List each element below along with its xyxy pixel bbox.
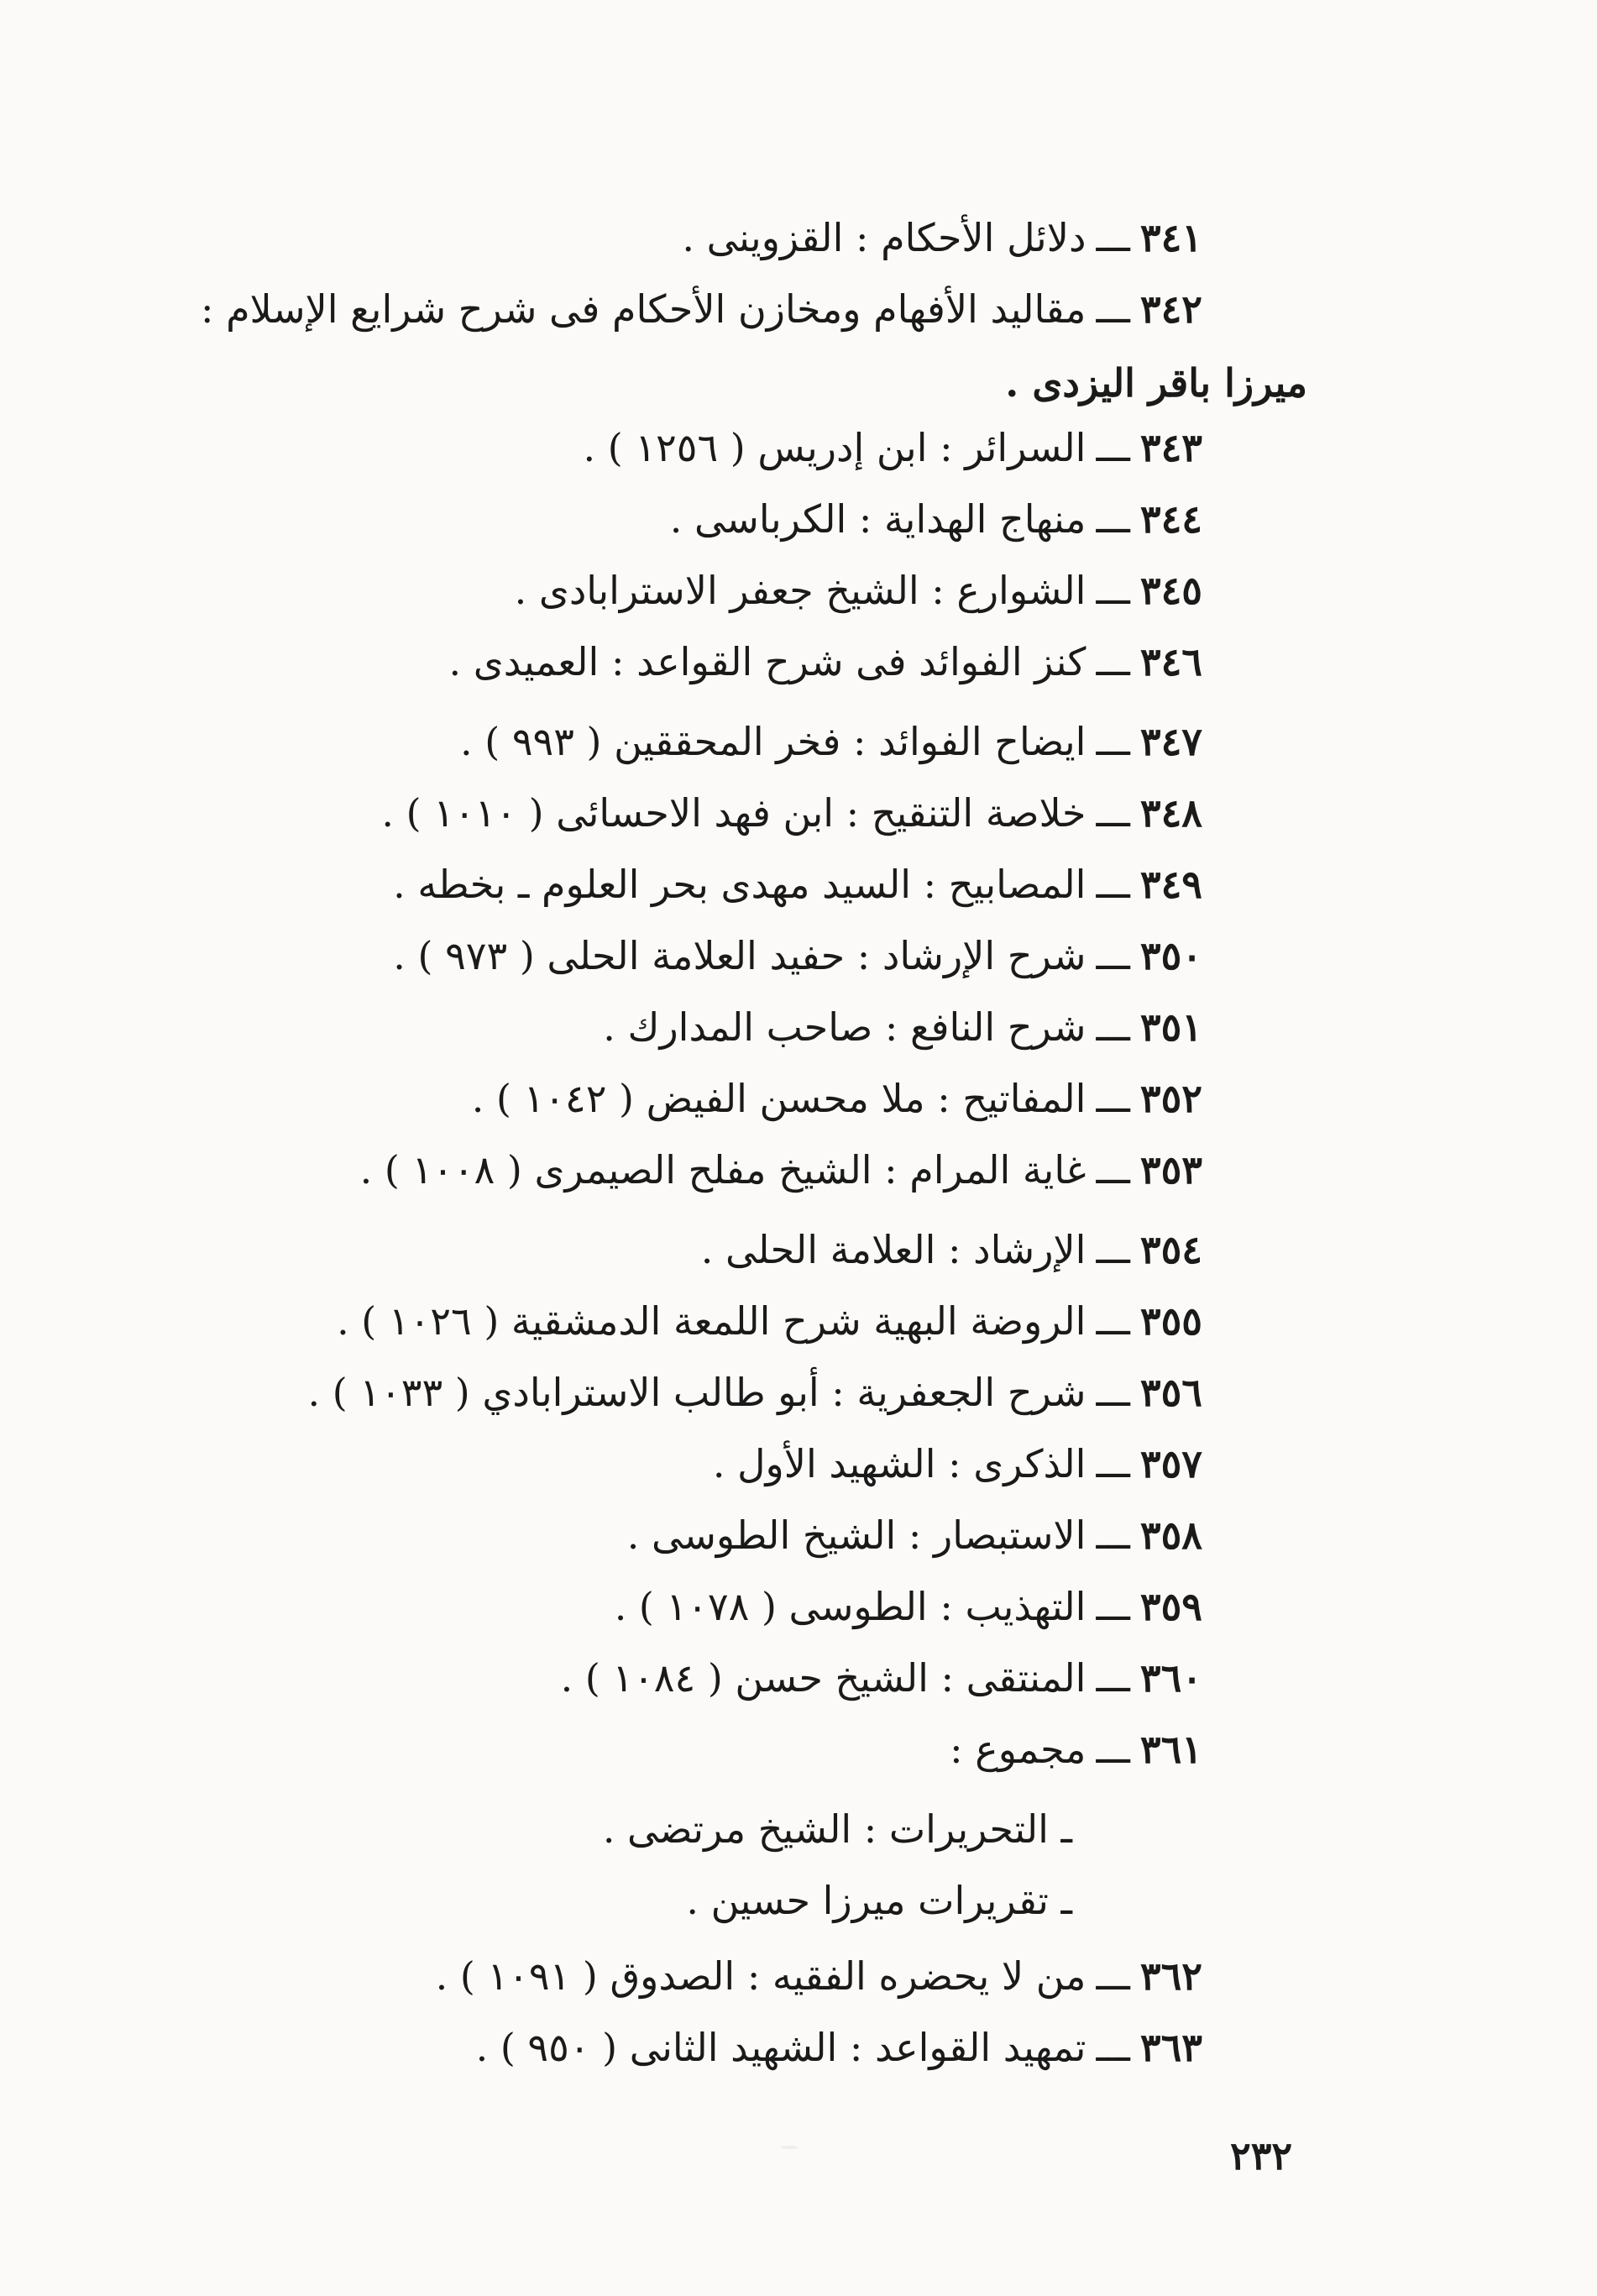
entry-number: ٣٤٧ <box>1139 719 1202 764</box>
entry-text: غاية المرام : الشيخ مفلح الصيمرى ( ١٠٠٨ ) . <box>359 1147 1086 1193</box>
entry-dash: ـــ <box>1096 1727 1130 1772</box>
entry-number: ٣٦٢ <box>1139 1953 1202 1999</box>
list-item <box>337 1297 1202 1345</box>
entry-text: الاستبصار : الشيخ الطوسى . <box>626 1512 1086 1558</box>
entry-text: الإرشاد : العلامة الحلى . <box>700 1227 1086 1272</box>
entry-text: السرائر : ابن إدريس ( ١٢٥٦ ) . <box>583 425 1086 470</box>
entry-dash: ـــ <box>1096 1370 1130 1415</box>
entry-dash: ـــ <box>1096 719 1130 764</box>
entry-dash: ـــ <box>1096 1227 1130 1272</box>
list-item <box>515 567 1202 614</box>
entry-dash: ـــ <box>1096 286 1130 332</box>
list-item <box>393 861 1202 908</box>
entry-text: الروضة البهية شرح اللمعة الدمشقية ( ١٠٢٦ ) . <box>337 1298 1086 1344</box>
entry-text: ايضاح الفوائد : فخر المحققين ( ٩٩٣ ) . <box>460 719 1086 764</box>
entry-dash: ـــ <box>1096 1076 1130 1121</box>
list-item <box>682 214 1202 261</box>
list-item <box>584 424 1202 471</box>
entry-text: شرح النافع : صاحب المدارك . <box>603 1004 1086 1050</box>
list-item <box>615 1583 1202 1630</box>
entry-dash: ـــ <box>1096 1953 1130 1999</box>
list-item <box>393 932 1202 979</box>
entry-number: ٣٤٤ <box>1139 496 1202 542</box>
list-item <box>603 1004 1202 1051</box>
entry-dash: ـــ <box>1096 2025 1130 2070</box>
entry-number: ٣٥٤ <box>1139 1227 1202 1272</box>
entry-text: تمهيد القواعد : الشهيد الثانى ( ٩٥٠ ) . <box>475 2025 1086 2070</box>
entry-number: ٣٤٥ <box>1139 568 1202 613</box>
entry-text: الذكرى : الشهيد الأول . <box>712 1441 1086 1486</box>
entry-dash: ـــ <box>1096 933 1130 978</box>
entry-text: الشوارع : الشيخ جعفر الاسترابادى . <box>514 568 1086 613</box>
entry-text: من لا يحضره الفقيه : الصدوق ( ١٠٩١ ) . <box>435 1953 1086 1999</box>
entry-number: ٣٥٢ <box>1139 1076 1202 1121</box>
entry-dash: ـــ <box>1096 1298 1130 1344</box>
entry-number: ٣٤٩ <box>1139 862 1202 907</box>
entry-dash: ـــ <box>1096 496 1130 542</box>
list-item <box>460 718 1202 765</box>
sub-list-item <box>603 1806 1072 1853</box>
list-item <box>436 1953 1202 2000</box>
entry-number: ٣٥٥ <box>1139 1298 1202 1344</box>
entry-dash: ـــ <box>1096 862 1130 907</box>
list-item <box>950 1726 1202 1773</box>
page-number: ٢٣٢ <box>1230 2133 1293 2178</box>
entry-number: ٣٥٨ <box>1139 1512 1202 1558</box>
entry-number: ٣٤٦ <box>1139 639 1202 684</box>
entry-text: التهذيب : الطوسى ( ١٠٧٨ ) . <box>614 1584 1086 1629</box>
list-item <box>448 638 1202 685</box>
entry-number: ٣٥٠ <box>1139 933 1202 978</box>
list-item <box>472 1075 1202 1122</box>
entry-text: خلاصة التنقيح : ابن فهد الاحسائى ( ١٠١٠ ) . <box>381 790 1086 836</box>
entry-number: ٣٦٣ <box>1139 2025 1202 2070</box>
entry-dash: ـــ <box>1096 1512 1130 1558</box>
entry-dash: ـــ <box>1096 215 1130 260</box>
entry-text: منهاج الهداية : الكرباسى . <box>669 496 1086 542</box>
list-item <box>670 495 1202 543</box>
entry-dash: ـــ <box>1096 1004 1130 1050</box>
entry-text: المفاتيح : ملا محسن الفيض ( ١٠٤٢ ) . <box>471 1076 1086 1121</box>
entry-number: ٣٤٨ <box>1139 790 1202 836</box>
entry-text: دلائل الأحكام : القزوينى . <box>682 215 1086 260</box>
entry-text: المنتقى : الشيخ حسن ( ١٠٨٤ ) . <box>560 1655 1086 1701</box>
entry-number: ٣٤١ <box>1139 215 1202 260</box>
entry-text: ـ تقريرات ميرزا حسين . <box>686 1878 1072 1923</box>
entry-text: ـ التحريرات : الشيخ مرتضى . <box>602 1806 1072 1852</box>
entry-number: ٣٥٩ <box>1139 1584 1202 1629</box>
entry-text: شرح الجعفرية : أبو طالب الاسترابادي ( ١٠٣٣ ) . <box>307 1370 1086 1415</box>
entry-text: مقاليد الأفهام ومخازن الأحكام فى شرح شرايع الإسلام : <box>200 286 1086 332</box>
list-item <box>713 1440 1202 1487</box>
entry-text: المصابيح : السيد مهدى بحر العلوم ـ بخطه . <box>393 862 1086 907</box>
sub-list-item <box>686 1877 1072 1924</box>
entry-dash: ـــ <box>1096 1655 1130 1701</box>
list-item <box>308 1369 1202 1416</box>
entry-number: ٣٤٢ <box>1139 286 1202 332</box>
entry-dash: ـــ <box>1096 639 1130 684</box>
entry-text: كنز الفوائد فى شرح القواعد : العميدى . <box>448 639 1086 684</box>
list-item <box>476 2024 1202 2071</box>
list-item <box>381 789 1202 836</box>
list-item <box>561 1654 1202 1701</box>
entry-number: ٣٤٣ <box>1139 425 1202 470</box>
entry-number: ٣٥١ <box>1139 1004 1202 1050</box>
entry-dash: ـــ <box>1096 790 1130 836</box>
entry-dash: ـــ <box>1096 1584 1130 1629</box>
list-item-continuation <box>1005 359 1307 406</box>
list-item <box>360 1146 1202 1193</box>
entry-text: شرح الإرشاد : حفيد العلامة الحلى ( ٩٧٣ ) . <box>393 933 1086 978</box>
paper-speck <box>781 2146 798 2149</box>
entry-number: ٣٥٣ <box>1139 1147 1202 1193</box>
entry-dash: ـــ <box>1096 568 1130 613</box>
entry-text: ميرزا باقر اليزدى . <box>1005 360 1307 406</box>
entry-text: مجموع : <box>950 1727 1086 1772</box>
list-item <box>701 1226 1202 1273</box>
entry-dash: ـــ <box>1096 1441 1130 1486</box>
list-item <box>201 286 1202 333</box>
entry-number: ٣٥٦ <box>1139 1370 1202 1415</box>
entry-number: ٣٥٧ <box>1139 1441 1202 1486</box>
entry-dash: ـــ <box>1096 1147 1130 1193</box>
list-item <box>627 1512 1202 1559</box>
entry-dash: ـــ <box>1096 425 1130 470</box>
entry-number: ٣٦١ <box>1139 1727 1202 1772</box>
entry-number: ٣٦٠ <box>1139 1655 1202 1701</box>
